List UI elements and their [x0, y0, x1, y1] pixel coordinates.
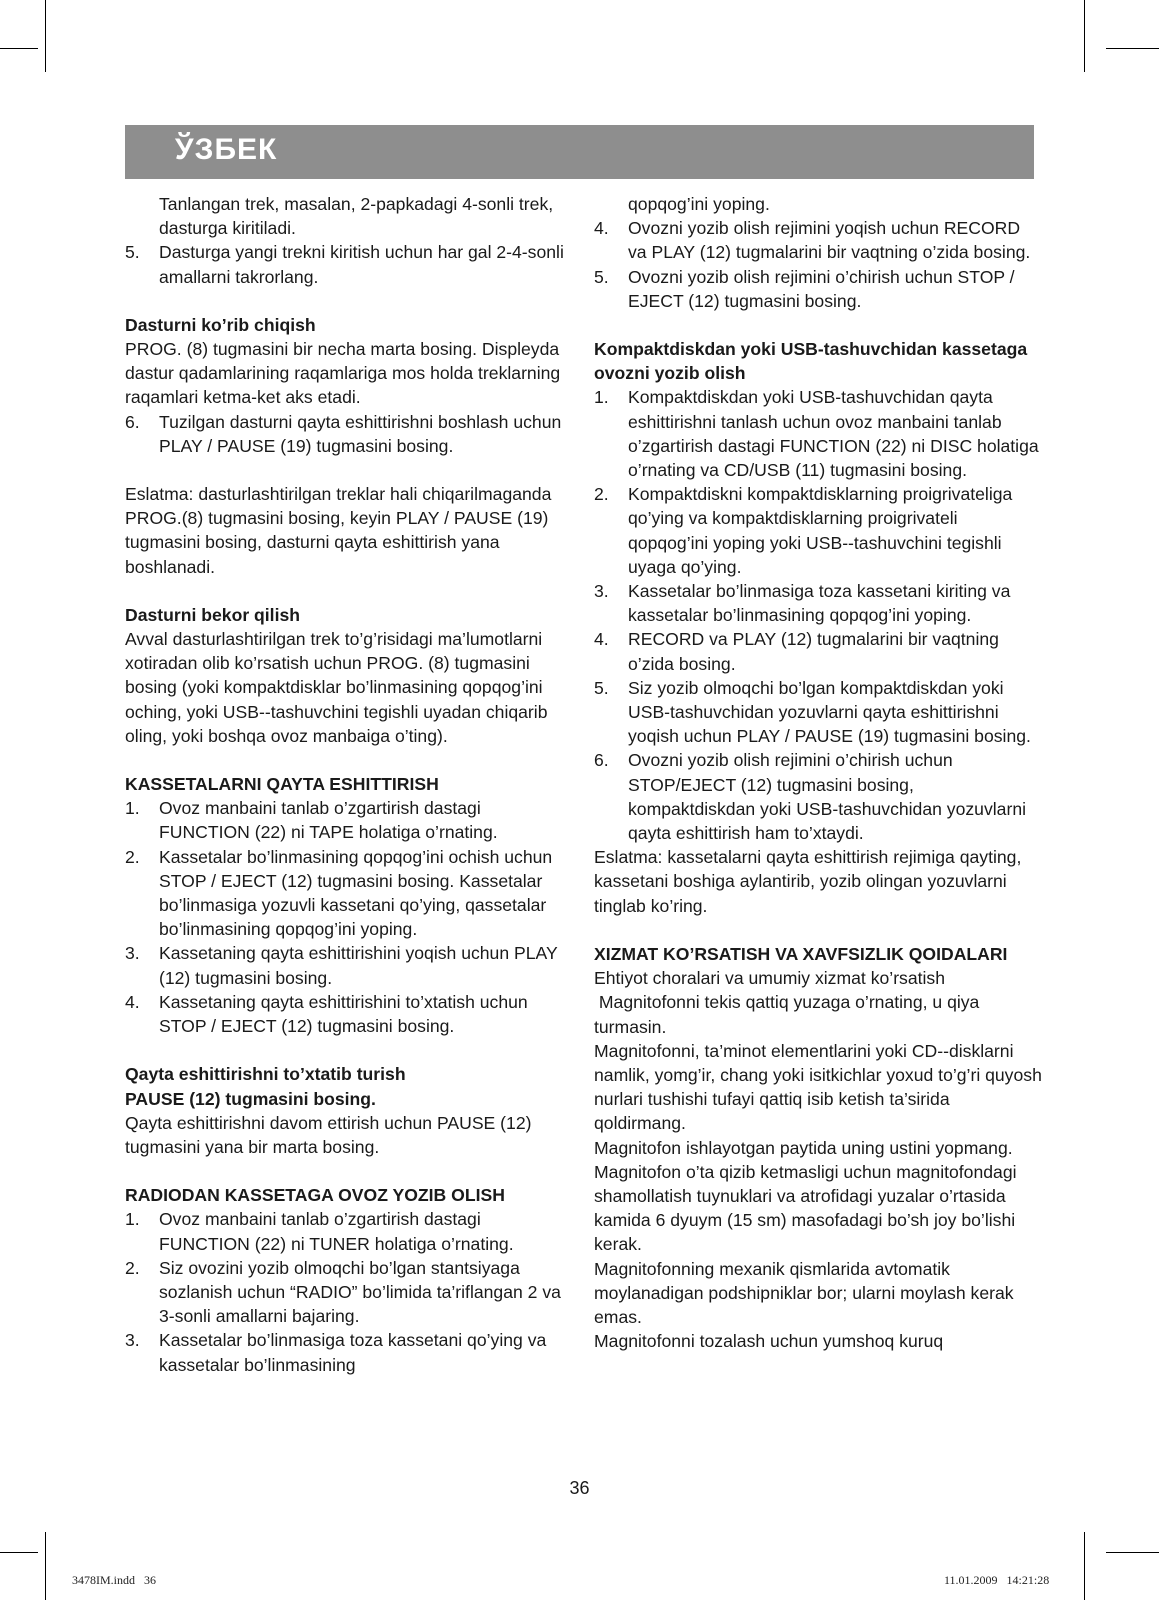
- section-heading: PAUSE (12) tugmasini bosing.: [125, 1088, 376, 1109]
- list-item: 5. Dasturga yangi trekni kiritish uchun har gal 2-4-sonli amallarni takrorlang.: [125, 242, 564, 287]
- list-item: 5. Siz yozib olmoqchi bo’lgan kompaktdiskdan yoki USB-tashuvchidan yozuvlarni qayta eshittirishni yoqish uchun PLAY / PAUSE (19) tugmasini bosing.: [594, 677, 1031, 747]
- paragraph: Magnitofon ishlayotgan paytida uning ustini yopmang. Magnitofon o’ta qizib ketmasligi uchun magnitofondagi shamollatish tuynuklari va atrofidagi yuzalar o’rtasida kamida 6 dyuym (15 sm) masofadagi bo’sh joy bo’lishi kerak.: [594, 1137, 1017, 1255]
- crop-mark: [1106, 48, 1159, 49]
- paragraph: Magnitofonni, ta’minot elementlarini yoki CD--disklarni namlik, yomg’ir, chang yoki isitkichlar yoxud to’g’ri quyosh nurlari tushishi tufayi qattiq isib ketish ta’sirida qoldirmang.: [594, 1040, 1042, 1134]
- list-item: 1. Ovoz manbaini tanlab o’zgartirish dastagi FUNCTION (22) ni TUNER holatiga o’rnating.: [125, 1209, 514, 1254]
- crop-mark: [0, 1552, 38, 1553]
- footer-filename: 3478IM.indd 36: [72, 1573, 156, 1587]
- language-header-bar: [125, 125, 1034, 179]
- section-heading: Qayta eshittirishni to’xtatib turish: [125, 1064, 406, 1085]
- section-heading: Dasturni bekor qilish: [125, 604, 300, 625]
- note-paragraph: Eslatma: kassetalarni qayta eshittirish rejimiga qayting, kassetani boshiga aylantirib, yozib olingan yozuvlarni tinglab ko’ring.: [594, 847, 1022, 916]
- list-item: 1. Ovoz manbaini tanlab o’zgartirish dastagi FUNCTION (22) ni TAPE holatiga o’rnating.: [125, 798, 498, 843]
- list-item: 6. Tuzilgan dasturni qayta eshittirishni boshlash uchun PLAY / PAUSE (19) tugmasini bosing.: [125, 411, 562, 456]
- crop-mark: [1084, 1532, 1085, 1600]
- intro-text: Tanlangan trek, masalan, 2-papkadagi 4-sonli trek, dasturga kiritiladi.: [159, 194, 554, 239]
- list-item: 4. Kassetaning qayta eshittirishini to’xtatish uchun STOP / EJECT (12) tugmasini bosing.: [125, 991, 528, 1037]
- language-title: ЎЗБЕК: [175, 133, 278, 166]
- section-heading: Kompaktdiskdan yoki USB-tashuvchidan kassetaga ovozni yozib olish: [594, 339, 1028, 384]
- note-paragraph: Eslatma: dasturlashtirilgan treklar hali chiqarilmaganda PROG.(8) tugmasini bosing, keyin PLAY / PAUSE (19) tugmasini bosing, dasturni qayta eshittirish yana boshlanadi.: [125, 484, 552, 577]
- paragraph: PROG. (8) tugmasini bir necha marta bosing. Displeyda dastur qadamlarining raqamlariga mos holda treklarning raqamlari ketma-ket aks etadi.: [125, 339, 561, 408]
- footer-timestamp: 11.01.2009 14:21:28: [944, 1573, 1050, 1587]
- list-item: 3. Kassetaning qayta eshittirishini yoqish uchun PLAY (12) tugmasini bosing.: [125, 943, 558, 988]
- section-heading: RADIODAN KASSETAGA OVOZ YOZIB OLISH: [125, 1185, 505, 1206]
- cd-list: [594, 385, 1042, 845]
- crop-mark: [45, 1532, 46, 1600]
- list-item: 3. Kassetalar bo’linmasiga toza kassetani kiriting va kassetalar bo’linmasining qopqog’ini yoping.: [594, 581, 1011, 626]
- crop-mark: [45, 0, 46, 72]
- section-heading: Dasturni ko’rib chiqish: [125, 314, 316, 335]
- paragraph: Qayta eshittirishni davom ettirish uchun PAUSE (12) tugmasini yana bir marta bosing.: [125, 1112, 532, 1157]
- list-item: 2. Kompaktdiskni kompaktdisklarning proigrivateliga qo’ying va kompaktdisklarning proigrivateli qopqog’ini yoping yoki USB--tashuvchini tegishli uyaga qo’ying.: [594, 484, 1013, 577]
- crop-mark: [1084, 0, 1085, 72]
- list-item: 2. Kassetalar bo’linmasining qopqog’ini ochish uchun STOP / EJECT (12) tugmasini bosing. Kassetalar bo’linmasiga yozuvli kassetani qo’ying, qassetalar bo’linmasining qopqog’ini yoping.: [125, 846, 553, 940]
- crop-mark: [1106, 1552, 1159, 1553]
- radio-list: [125, 1207, 571, 1376]
- list-item: 4. RECORD va PLAY (12) tugmalarini bir vaqtning o’zida bosing.: [594, 629, 999, 674]
- list-item: 3. Kassetalar bo’linmasiga toza kassetani qo’ying va kassetalar bo’linmasining: [125, 1330, 547, 1375]
- list-item: 4. Ovozni yozib olish rejimini yoqish uchun RECORD va PLAY (12) tugmalarini bir vaqtning o’zida bosing.: [594, 218, 1031, 263]
- right-column: [594, 192, 1042, 1353]
- paragraph: Avval dasturlashtirilgan trek to’g’risidagi ma’lumotlarni xotiradan olib ko’rsatish uchun PROG. (8) tugmasini bosing (yoki kompaktdisklar bo’linmasining qopqog’ini oching, yoki USB--tashuvchini tegishli uyadan chiqarib oling, yoki boshqa ovoz manbaiga o’ting).: [125, 629, 548, 746]
- page-number: 36: [569, 1478, 590, 1498]
- paragraph: Magnitofonni tekis qattiq yuzaga o’rnating, u qiya turmasin.: [594, 992, 985, 1037]
- paragraph: Ehtiyot choralari va umumiy xizmat ko’rsatish: [594, 968, 946, 989]
- paragraph: Magnitofonning mexanik qismlarida avtomatik moylanadigan podshipniklar bor; ularni moylash kerak emas.: [594, 1258, 1014, 1327]
- cassette-list: [125, 796, 571, 1038]
- continued-text: qopqog’ini yoping.: [628, 194, 770, 214]
- crop-mark: [0, 48, 38, 49]
- list-item: 6. Ovozni yozib olish rejimini o’chirish uchun STOP/EJECT (12) tugmasini bosing, kompaktdiskdan yoki USB-tashuvchidan yozuvlarni qayta eshittirish ham to’xtaydi.: [594, 750, 1027, 844]
- paragraph: Magnitofonni tozalash uchun yumshoq kuruq: [594, 1331, 944, 1352]
- left-column: [125, 192, 571, 1377]
- list-item: 5. Ovozni yozib olish rejimini o’chirish uchun STOP / EJECT (12) tugmasini bosing.: [594, 266, 1015, 311]
- section-heading: KASSETALARNI QAYTA ESHITTIRISH: [125, 774, 439, 795]
- list-item: 2. Siz ovozini yozib olmoqchi bo’lgan stantsiyaga sozlanish uchun “RADIO” bo’limida ta’riflangan 2 va 3-sonli amallarni bajaring.: [125, 1257, 561, 1327]
- list-item: 1. Kompaktdiskdan yoki USB-tashuvchidan qayta eshittirishni tanlash uchun ovoz manbaini tanlab o’zgartirish dastagi FUNCTION (22) ni DISC holatiga o’rnating va CD/USB (11) tugmasini bosing.: [594, 387, 1039, 481]
- section-heading: XIZMAT KO’RSATISH VA XAVFSIZLIK QOIDALARI: [594, 943, 1008, 964]
